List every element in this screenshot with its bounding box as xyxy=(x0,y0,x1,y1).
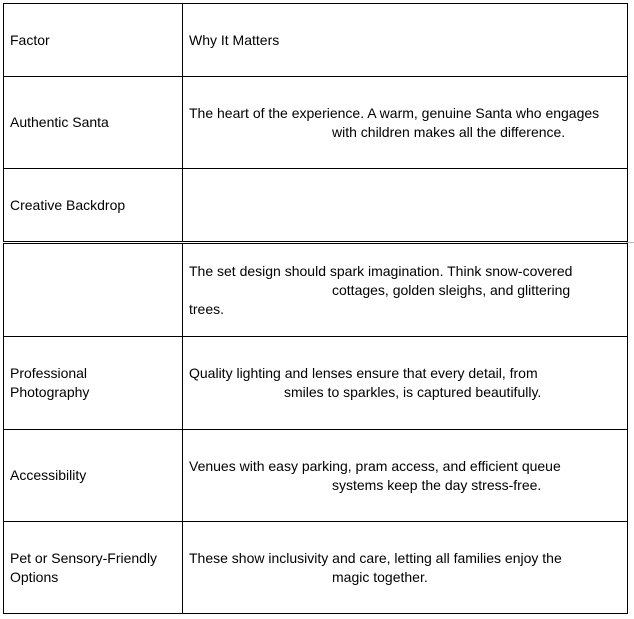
why-line: The heart of the experience. A warm, genuine Santa who engages xyxy=(189,104,600,121)
why-cell xyxy=(183,77,628,169)
factor-cell xyxy=(4,430,183,522)
why-line: with children makes all the difference. xyxy=(332,123,566,140)
factor-line: Photography xyxy=(10,384,90,400)
why-cell xyxy=(183,430,628,522)
why-text xyxy=(183,457,627,495)
table-row xyxy=(4,77,628,169)
table-row xyxy=(4,337,628,430)
why-text xyxy=(183,364,627,402)
factor-line: Pet or Sensory-Friendly xyxy=(10,549,158,566)
why-line: cottages, golden sleighs, and glittering xyxy=(332,281,571,298)
factor-cell xyxy=(4,522,183,614)
factor-cell xyxy=(4,337,183,430)
why-cell xyxy=(183,244,628,337)
why-cell xyxy=(183,522,628,614)
table-row xyxy=(4,430,628,522)
why-line: The set design should spark imagination. Think snow-covered xyxy=(189,262,573,279)
factor-text: Authentic Santa xyxy=(10,114,109,130)
why-text xyxy=(183,104,627,142)
why-line: These show inclusivity and care, letting all families enjoy the xyxy=(189,549,562,566)
table-row xyxy=(4,169,628,242)
factor-text xyxy=(4,549,182,587)
why-line: Quality lighting and lenses ensure that every detail, from xyxy=(189,365,538,381)
table-row xyxy=(4,244,628,337)
why-text xyxy=(183,262,627,319)
factor-header: Factor xyxy=(10,31,50,48)
factor-cell-empty xyxy=(4,244,183,337)
why-line: trees. xyxy=(189,300,225,317)
why-cell-empty xyxy=(183,169,628,242)
factors-table-part-2 xyxy=(3,243,628,614)
table-row xyxy=(4,522,628,614)
why-line: magic together. xyxy=(332,568,428,585)
factor-cell xyxy=(4,77,183,169)
why-line: Venues with easy parking, pram access, and efficient queue xyxy=(189,457,561,474)
why-header-cell xyxy=(183,4,628,77)
why-text xyxy=(183,549,627,587)
why-line: smiles to sparkles, is captured beautifully. xyxy=(284,384,542,400)
why-header: Why It Matters xyxy=(189,31,280,48)
factor-text: Accessibility xyxy=(10,467,87,483)
factor-cell xyxy=(4,169,183,242)
factor-line: Professional xyxy=(10,365,88,381)
why-line: systems keep the day stress-free. xyxy=(332,476,542,493)
factors-table-part-1 xyxy=(3,3,628,242)
factor-text: Creative Backdrop xyxy=(10,196,126,213)
factor-header-cell xyxy=(4,4,183,77)
why-cell xyxy=(183,337,628,430)
factor-line: Options xyxy=(10,568,59,585)
table-header-row xyxy=(4,4,628,77)
factor-text xyxy=(4,364,182,402)
